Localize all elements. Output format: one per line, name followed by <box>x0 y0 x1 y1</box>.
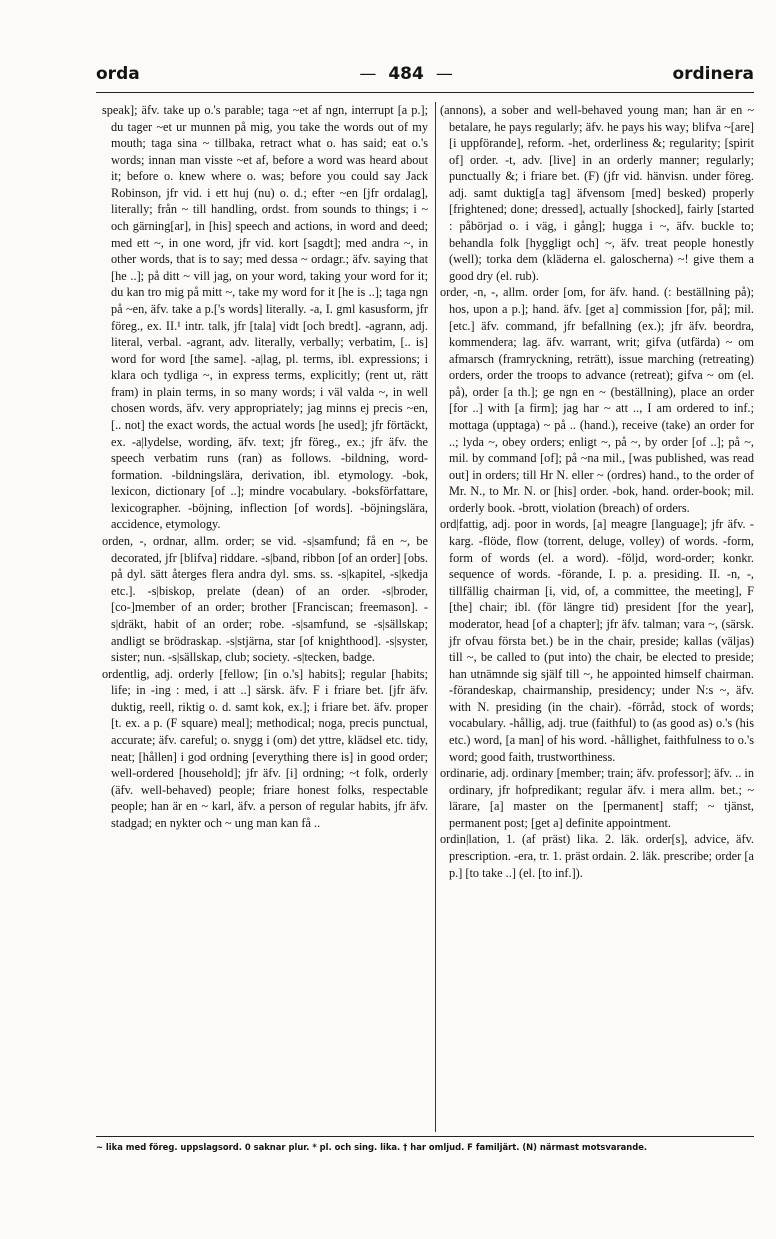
entry-ordination: ordin|lation, 1. (af präst) lika. 2. läk. order[s], advice, äfv. prescription. -era, tr. 1. präst ordain. 2. läk. prescribe; order [a p.] [to take ..] (el. [to inf.]). <box>440 832 754 880</box>
abbreviation-legend: ~ lika med föreg. uppslagsord. 0 saknar plur. * pl. och sing. lika. † har omljud. F familjärt. (N) närmast motsvarande. <box>96 1142 648 1152</box>
right-running-headword: ordinera <box>672 64 754 84</box>
page-number-dash-right: — <box>435 64 453 84</box>
entry-ordfattig: ord|fattig, adj. poor in words, [a] meagre [language]; jfr äfv. -karg. -flöde, flow (torrent, deluge, volley) of words. -form, form of words (el. a word). -följd, word-order; konkr. sequence of words. -förande, I. p. a. presiding. II. -n, -, tillfällig chairman [i, vid, of, a committee, the meeting], F [the] chair; ibl. (för längre tid) president [for the year], moderator, head [of a chapter]; jfr äfv. talman; vara ~, (särsk. jfr ofvau första bet.) be in the chair, preside; kallas (väljas) till ~, be called to (put into) the chair, be elected to preside; han utnämnde sig själf till ~, he appointed himself chairman. -förandeskap, chairmanship, presidency; under N:s ~, äfv. with N. presiding (in the chair). -förråd, stock of words; vocabulary. -hållig, adj. true (faithful) to (as good as) o.'s (his etc.) word, [a man] of his word. -hållighet, faithfulness to o.'s word; good faith, trustworthiness. <box>440 517 754 764</box>
entry-ordinarie: ordinarie, adj. ordinary [member; train; äfv. professor]; äfv. .. in ordinary, jfr hofpredikant; regular äfv. i mera allm. bet.; ~ lärare, [a] master on the [permanent] staff; ~ tjänst, permanent post; [get a] definite appointment. <box>440 766 754 830</box>
dictionary-columns <box>96 102 754 1132</box>
right-column <box>440 102 754 1132</box>
page-number-group <box>347 64 465 84</box>
entry-ordentlig-continued: (annons), a sober and well-behaved young man; han är en ~ betalare, he pays regularly; äfv. he pays his way; blifva ~[are] [i uppförande], reform. -het, orderliness &; regularity; [spirit of] order. -t, adv. [live] in an orderly manner; regularly; punctually &; i friare bet. (F) (jfr vid. hänvisn. under föreg. adj. samt duktig[a tag] äfvensom [med] besked) properly [frightened; done; dressed], actually [shocked], fairly [started : påbörjad o. i väg, i gång]; hugga i ~, äfv. buckle to; behandla folk [hyggligt och] ~, äfv. treat people honestly (well); torka dem (kläderna el. galoscherna) ~! give them a good dry (el. rub). <box>440 103 754 283</box>
header-rule <box>96 92 754 93</box>
entry-orda-continued: speak]; äfv. take up o.'s parable; taga ~et af ngn, interrupt [a p.]; du tager ~et ur munnen på mig, you take the words out of my mouth; taga sina ~ tillbaka, retract what o. has said; eat o.'s words; innan man visste ~et af, before a word was heard about it; before o. knew where o. was; before you could say Jack Robinson, jfr vid. i ett huj (nu) o. d.; efter ~en [jfr ordalag], literally; från ~ till handling, ordst. from sounds to things; i ~ och gärning[ar], in [his] speech and actions, in word and deed; med ett ~, in one word, jfr vid. kort [sagdt]; med andra ~, in other words, that is to say; med dessa ~ ordagr.; äfv. saying that [he ..]; på ditt ~ vill jag, on your word, taking your word for it; du kan tro mig på mitt ~, take my word for it [he is ..]; taga ngn på ~en, äfv. take a p.['s words] literally. -a, I. gml kasusform, jfr föreg., ex. II.¹ intr. talk, jfr [tala] vidt [och bredt]. -agrann, adj. literal, verbal. -agrant, adv. literally, verbally; verbatim, [.. is] word for word [the same]. -a|lag, pl. terms, ibl. expressions; i klara och tydliga ~, in express terms, explicitly; (rent ut, rätt fram) in plain terms, in so many words; i väl valda ~, in well chosen words, äfv. very appropriately; jag minns ej precis ~en, [.. not] the exact words, the actual words [he used]; jfr förtäckt, ex. -a|lydelse, wording, äfv. text; jfr föreg., ex.; jfr äfv. the speech verbatim runs (ran) as follows. -bildning, word-formation. -bildningslära, derivation, ibl. etymology. -bok, lexicon, dictionary [of ..]; mindre vocabulary. -boksförfattare, lexicographer. -böjning, inflection [of words]. -böjningslära, accidence, etymology. <box>102 103 428 532</box>
entry-order: order, -n, -, allm. order [om, for äfv. hand. (: beställning på); hos, upon a p.]; hand. äfv. [get a] commission [for, på]; mil. [etc.] äfv. command, jfr befallning (ex.); jfr äfv. beordra, kommendera; lag. äfv. warrant, writ; gifva (utfärda) ~ om afmarsch (framryckning, reträtt), issue marching (retreating) orders, order the troops to advance (retreat); gifva ~ om (el. på), order [a th.]; ge ngn en ~ (beställning), place an order [for ..] with [a firm]; jag har ~ att .., I am ordered to inf.; mottaga (upptaga) ~ på .. (hand.), receive (take) an order for ..; lyda ~, obey orders; enligt ~, på ~, by order [of ..]; på ~, mil. by command [of]; på ~na mil., [was published, was read out] in orders; till Hr N. eller ~ (ordres) hand., to the order of Mr. N., to Mr. N. or [his] order. -bok, hand. order-book; mil. orderly book. -brott, violation (breach) of orders. <box>440 285 754 515</box>
left-running-headword: orda <box>96 64 140 84</box>
page-number-dash-left: — <box>359 64 377 84</box>
footer-rule <box>96 1136 754 1137</box>
page-header <box>96 64 754 90</box>
left-column <box>102 102 428 1132</box>
column-divider <box>435 102 436 1132</box>
page-number: 484 <box>388 64 424 84</box>
entry-orden: orden, -, ordnar, allm. order; se vid. -s|samfund; få en ~, be decorated, jfr [blifva] riddare. -s|band, ribbon [of an order] [obs. på dyl. sätt återges flera andra dyl. sms. ss. -s|kapitel, -s|kedja etc.]. -s|biskop, prelate (dean) of an order. -s|broder, [co-]member of an order; brother [Franciscan; freemason]. -s|dräkt, habit of an order; robe. -s|samfund, se -s|sällskap; andligt se brödraskap. -s|stjärna, star [of knighthood]. -s|syster, sister; nun. -s|sällskap, club; society. -s|tecken, badge. <box>102 534 428 665</box>
entry-ordentlig: ordentlig, adj. orderly [fellow; [in o.'s] habits]; regular [habits; life; in -ing : med, i att ..] särsk. äfv. F i friare bet. [jfr äfv. duktig, reell, riktig o. d. samt kok, ex.]; i friare bet. äfv. proper [t. ex. a p. (F square) meal]; methodical; noga, precis punctual, accurate; äfv. careful; o. snygg i (om) det yttre, klädsel etc. tidy, neat; [hållen] i god ordning [everything there is] in good order; well-ordered [household]; jfr äfv. [i] ordning; ~t folk, orderly (äfv. well-behaved) people; friare honest folks, respectable people; han är en ~ karl, äfv. a person of regular habits, jfr äfv. stadgad; en nykter och ~ ung man kan få .. <box>102 666 428 830</box>
